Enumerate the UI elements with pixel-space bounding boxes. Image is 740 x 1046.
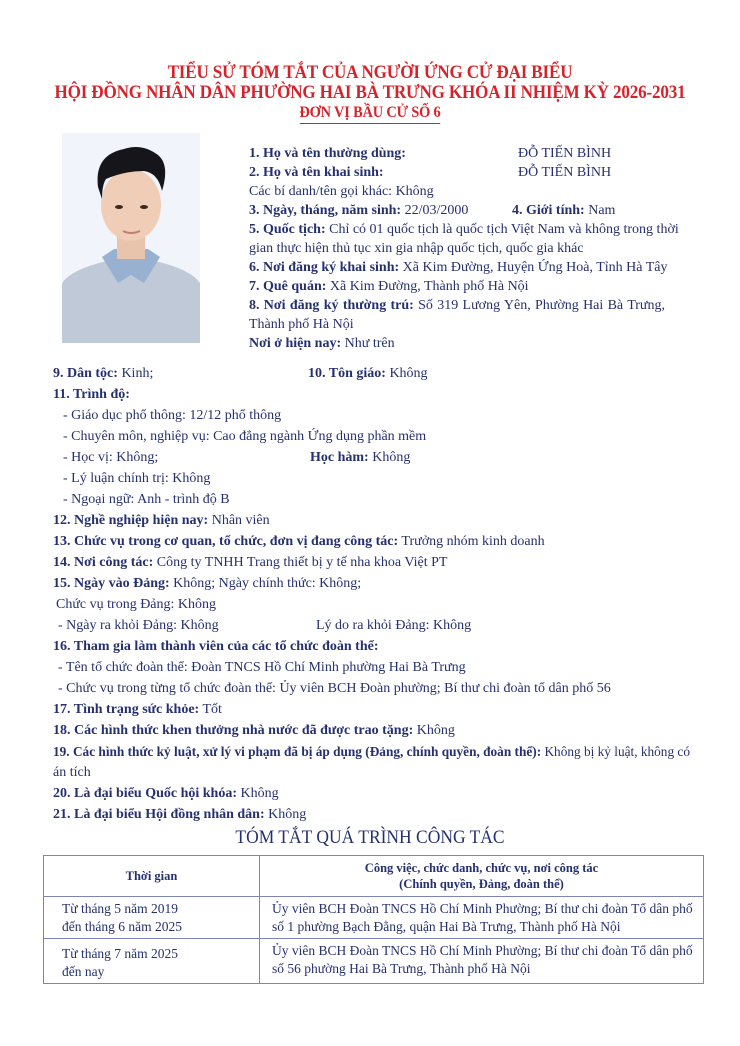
- table-row: [44, 897, 704, 939]
- field-academic-title: [310, 449, 410, 467]
- field-religion-label: 10. Tôn giáo:: [308, 366, 386, 381]
- work-history-title: TÓM TẮT QUÁ TRÌNH CÔNG TÁC: [235, 827, 505, 848]
- field-party-join: [53, 575, 361, 593]
- field-ethnicity-value: Kinh;: [117, 366, 154, 381]
- field-birthdate-value: 22/03/2000: [401, 203, 469, 218]
- electoral-unit-text: ĐƠN VỊ BẦU CỬ SỐ 6: [299, 104, 440, 124]
- field-workplace-value: Công ty TNHH Trang thiết bị y tế nha khoa Việt PT: [153, 555, 448, 570]
- field-awards: [53, 722, 455, 740]
- field-health-label: 17. Tình trạng sức khỏe:: [53, 702, 200, 717]
- row-time-line1: Từ tháng 5 năm 2019: [62, 901, 179, 916]
- field-gender-value: Nam: [584, 203, 616, 218]
- field-hometown-value: Xã Kim Đường, Thành phố Hà Nội: [326, 279, 529, 294]
- field-hometown-label: 7. Quê quán:: [249, 279, 327, 294]
- field-discipline-value: Không bị kỷ luật, không có: [541, 744, 690, 759]
- field-party-leave-date: - Ngày ra khỏi Đảng: Không: [58, 618, 219, 633]
- field-occupation-value: Nhân viên: [208, 513, 270, 528]
- field-birth-registration-value: Xã Kim Đường, Huyện Ứng Hoà, Tỉnh Hà Tây: [399, 260, 668, 275]
- field-birth-name-value: ĐỖ TIẾN BÌNH: [518, 165, 612, 180]
- field-birthdate: [249, 202, 468, 220]
- field-alias: Các bí danh/tên gọi khác: Không: [249, 184, 434, 199]
- field-discipline-cont: án tích: [53, 765, 91, 780]
- field-party-join-label: 15. Ngày vào Đảng:: [53, 576, 170, 591]
- field-academic-title-value: Không: [368, 450, 411, 465]
- field-occupation: [53, 512, 270, 530]
- field-discipline-label: 19. Các hình thức kỷ luật, xử lý vi phạm đã bị áp dụng (Đảng, chính quyền, đoàn thể):: [53, 744, 542, 759]
- field-birthdate-label: 3. Ngày, tháng, năm sinh:: [249, 203, 402, 218]
- row-time-line2: đến tháng 6 năm 2025: [62, 919, 182, 934]
- field-birth-name-label: 2. Họ và tên khai sinh:: [249, 165, 384, 180]
- field-nationality-value: Chỉ có 01 quốc tịch là quốc tịch Việt Nam và không trong thời: [325, 222, 679, 237]
- row-job: [260, 897, 704, 939]
- field-national-assembly: [53, 785, 279, 803]
- field-ethnicity: [53, 365, 153, 383]
- field-organization-name: - Tên tổ chức đoàn thể: Đoàn TNCS Hồ Chí Minh phường Hai Bà Trưng: [58, 660, 466, 675]
- field-workplace-label: 14. Nơi công tác:: [53, 555, 154, 570]
- field-political-theory: - Lý luận chính trị: Không: [63, 471, 211, 486]
- field-common-name-label: 1. Họ và tên thường dùng:: [249, 146, 406, 161]
- field-current-residence-value: Như trên: [341, 336, 395, 351]
- field-permanent-residence: [249, 297, 665, 315]
- field-occupation-label: 12. Nghề nghiệp hiện nay:: [53, 513, 209, 528]
- row-time-line2: đến nay: [62, 964, 105, 979]
- header-time: Thời gian: [44, 856, 260, 897]
- row-time: [44, 897, 260, 939]
- field-hometown: [249, 278, 529, 296]
- field-birth-registration-label: 6. Nơi đăng ký khai sinh:: [249, 260, 400, 275]
- row-job-line1: Ủy viên BCH Đoàn TNCS Hồ Chí Minh Phường; Bí thư chi đoàn Tổ dân phố: [272, 943, 693, 958]
- field-peoples-council-label: 21. Là đại biểu Hội đồng nhân dân:: [53, 807, 265, 822]
- header-job-line2: (Chính quyền, Đảng, đoàn thể): [399, 877, 564, 891]
- field-national-assembly-value: Không: [237, 786, 279, 801]
- field-health: [53, 701, 222, 719]
- portrait-photo: [62, 133, 200, 343]
- field-organizations-heading: 16. Tham gia làm thành viên của các tổ chức đoàn thể:: [53, 639, 379, 654]
- field-nationality-cont: gian thực hiện thủ tục xin gia nhập quốc tịch, quốc gia khác: [249, 241, 584, 256]
- row-time-line1: Từ tháng 7 năm 2025: [62, 946, 179, 961]
- field-religion-value: Không: [385, 366, 428, 381]
- field-gender-label: 4. Giới tính:: [512, 203, 585, 218]
- field-common-name-value: ĐỖ TIẾN BÌNH: [518, 146, 612, 161]
- field-position: [53, 533, 545, 551]
- field-permanent-residence-value: Số 319 Lương Yên, Phường Hai Bà Trưng,: [413, 298, 666, 313]
- field-permanent-residence-cont: Thành phố Hà Nội: [249, 317, 354, 332]
- table-header-row: [44, 856, 704, 897]
- electoral-unit-subtitle: [37, 104, 703, 122]
- field-discipline: [53, 743, 690, 761]
- work-history-table: [43, 855, 704, 984]
- field-peoples-council: [53, 806, 306, 824]
- row-job-line2: số 1 phường Bạch Đằng, quận Hai Bà Trưng, Thành phố Hà Nội: [272, 919, 621, 934]
- field-foreign-language: - Ngoại ngữ: Anh - trình độ B: [63, 492, 230, 507]
- field-party-leave-reason: Lý do ra khỏi Đảng: Không: [316, 618, 472, 633]
- field-awards-value: Không: [413, 723, 455, 738]
- document-title-line2: HỘI ĐỒNG NHÂN DÂN PHƯỜNG HAI BÀ TRƯNG KHÓA II NHIỆM KỲ 2026-2031: [54, 82, 686, 103]
- field-education-degree: - Học vị: Không;: [63, 450, 159, 465]
- field-religion: [308, 365, 428, 383]
- field-workplace: [53, 554, 448, 572]
- row-job: [260, 939, 704, 984]
- field-peoples-council-value: Không: [264, 807, 307, 822]
- field-permanent-residence-label: 8. Nơi đăng ký thường trú:: [249, 298, 414, 313]
- header-job-line1: Công việc, chức danh, chức vụ, nơi công tác: [364, 861, 599, 875]
- person-portrait-icon: [62, 133, 200, 343]
- field-education-professional: - Chuyên môn, nghiệp vụ: Cao đẳng ngành Ứng dụng phần mềm: [63, 429, 427, 444]
- field-education-heading: 11. Trình độ:: [53, 387, 130, 402]
- field-ethnicity-label: 9. Dân tộc:: [53, 366, 118, 381]
- field-nationality: [249, 221, 679, 239]
- field-party-join-value: Không; Ngày chính thức: Không;: [169, 576, 362, 591]
- field-organization-position: - Chức vụ trong từng tổ chức đoàn thể: Ủy viên BCH Đoàn phường; Bí thư chi đoàn tổ dân phố 56: [58, 681, 611, 696]
- field-position-value: Trưởng nhóm kinh doanh: [398, 534, 545, 549]
- field-birth-registration: [249, 259, 668, 277]
- field-academic-title-label: Học hàm:: [310, 450, 369, 465]
- table-row: [44, 939, 704, 984]
- field-awards-label: 18. Các hình thức khen thưởng nhà nước đã được trao tặng:: [53, 723, 414, 738]
- field-nationality-label: 5. Quốc tịch:: [249, 222, 326, 237]
- header-job: [260, 856, 704, 897]
- field-current-residence: [249, 335, 395, 353]
- row-time: [44, 939, 260, 984]
- field-gender: [512, 202, 615, 220]
- field-education-general: - Giáo dục phổ thông: 12/12 phổ thông: [63, 408, 282, 423]
- field-current-residence-label: Nơi ở hiện nay:: [249, 336, 342, 351]
- row-job-line2: số 56 phường Hai Bà Trưng, Thành phố Hà Nội: [272, 961, 531, 976]
- field-health-value: Tốt: [199, 702, 222, 717]
- document-title-line1: TIỂU SỬ TÓM TẮT CỦA NGƯỜI ỨNG CỬ ĐẠI BIỂU: [167, 62, 573, 83]
- field-national-assembly-label: 20. Là đại biểu Quốc hội khóa:: [53, 786, 237, 801]
- row-job-line1: Ủy viên BCH Đoàn TNCS Hồ Chí Minh Phường; Bí thư chi đoàn Tổ dân phố: [272, 901, 693, 916]
- field-position-label: 13. Chức vụ trong cơ quan, tổ chức, đơn vị đang công tác:: [53, 534, 399, 549]
- field-party-position: Chức vụ trong Đảng: Không: [56, 597, 217, 612]
